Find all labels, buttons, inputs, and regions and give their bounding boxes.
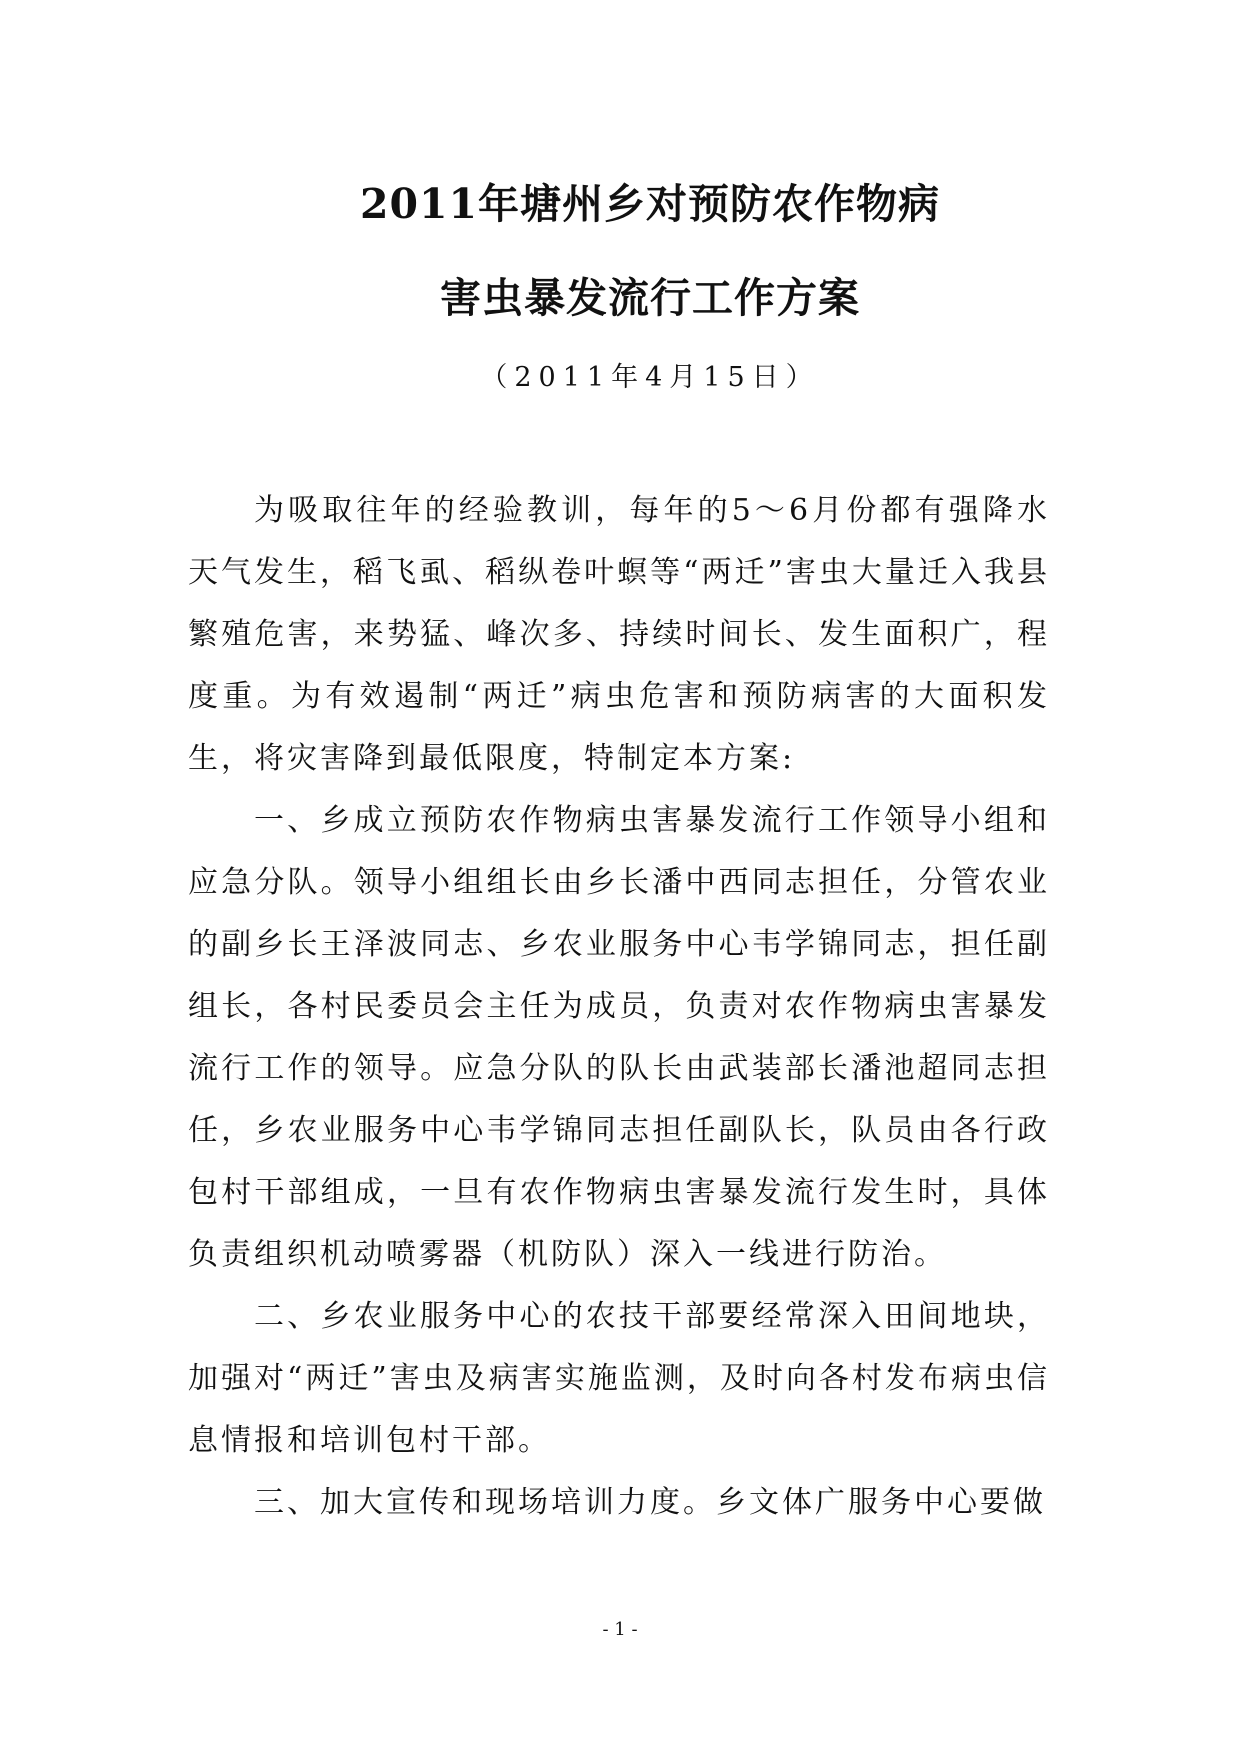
document-date: （2011年4月15日） <box>480 362 820 393</box>
document-title-line-1: 2011年塘州乡对预防农作物病 <box>359 180 941 228</box>
page-number: - 1 - <box>602 1619 638 1640</box>
document-body <box>188 480 1050 1534</box>
paragraph-intro: 为吸取往年的经验教训，每年的5～6月份都有强降水天气发生，稻飞虱、稻纵卷叶螟等“两迁”害虫大量迁入我县繁殖危害，来势猛、峰次多、持续时间长、发生面积广，程度重。为有效遏制“两迁”病虫危害和预防病害的大面积发生，将灾害降到最低限度，特制定本方案: <box>188 493 1050 776</box>
paragraph-section-1: 一、乡成立预防农作物病虫害暴发流行工作领导小组和应急分队。领导小组组长由乡长潘中西同志担任，分管农业的副乡长王泽波同志、乡农业服务中心韦学锦同志，担任副组长，各村民委员会主任为成员，负责对农作物病虫害暴发流行工作的领导。应急分队的队长由武装部长潘池超同志担任，乡农业服务中心韦学锦同志担任副队长，队员由各行政包村干部组成，一旦有农作物病虫害暴发流行发生时，具体负责组织机动喷雾器（机防队）深入一线进行防治。 <box>188 803 1050 1272</box>
paragraph-section-3: 三、加大宣传和现场培训力度。乡文体广服务中心要做 <box>254 1485 1046 1520</box>
document-title-line-2: 害虫暴发流行工作方案 <box>440 274 860 322</box>
paragraph-section-2: 二、乡农业服务中心的农技干部要经常深入田间地块，加强对“两迁”害虫及病害实施监测，及时向各村发布病虫信息情报和培训包村干部。 <box>188 1299 1050 1458</box>
